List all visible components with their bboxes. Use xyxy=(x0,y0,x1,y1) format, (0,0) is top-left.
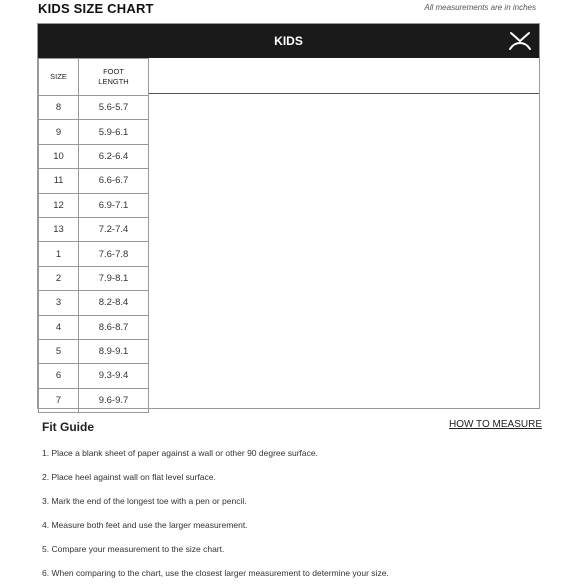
foot-length-cell: 5.9-6.1 xyxy=(79,120,149,144)
foot-length-cell: 6.6-6.7 xyxy=(79,169,149,193)
foot-length-cell: 5.6-5.7 xyxy=(79,96,149,120)
foot-length-cell: 6.2-6.4 xyxy=(79,144,149,168)
table-header-row xyxy=(39,59,149,96)
size-cell: 4 xyxy=(39,315,79,339)
size-rows xyxy=(39,96,149,413)
table-row xyxy=(39,193,149,217)
chart-title: KIDS xyxy=(274,34,303,48)
foot-length-cell: 7.6-7.8 xyxy=(79,242,149,266)
table-row xyxy=(39,96,149,120)
page-title: KIDS SIZE CHART xyxy=(38,1,154,16)
table-row xyxy=(39,266,149,290)
size-table xyxy=(38,58,149,413)
table-row xyxy=(39,169,149,193)
table-row xyxy=(39,364,149,388)
table-row xyxy=(39,120,149,144)
fit-guide-step: 1. Place a blank sheet of paper against a wall or other 90 degree surface. xyxy=(42,448,318,458)
column-header-foot-length: FOOT LENGTH xyxy=(79,59,149,96)
size-cell: 5 xyxy=(39,339,79,363)
table-row xyxy=(39,388,149,412)
brand-x-icon xyxy=(508,31,532,51)
fit-guide-step: 6. When comparing to the chart, use the closest larger measurement to determine your size. xyxy=(42,568,389,578)
fit-guide-step: 2. Place heel against wall on flat level surface. xyxy=(42,472,216,482)
fit-guide-step: 3. Mark the end of the longest toe with a pen or pencil. xyxy=(42,496,247,506)
table-row xyxy=(39,144,149,168)
how-to-measure-link[interactable]: HOW TO MEASURE xyxy=(449,419,542,430)
measurement-note: All measurements are in inches xyxy=(424,3,536,12)
chart-header xyxy=(38,24,539,58)
fit-guide-step: 5. Compare your measurement to the size chart. xyxy=(42,544,225,554)
foot-length-cell: 7.9-8.1 xyxy=(79,266,149,290)
table-row xyxy=(39,217,149,241)
header-divider xyxy=(149,93,539,94)
fit-guide-steps xyxy=(42,441,389,585)
size-chart xyxy=(37,23,540,409)
size-cell: 3 xyxy=(39,291,79,315)
fit-guide-title: Fit Guide xyxy=(42,420,94,434)
size-cell: 2 xyxy=(39,266,79,290)
size-cell: 6 xyxy=(39,364,79,388)
foot-length-cell: 6.9-7.1 xyxy=(79,193,149,217)
size-cell: 11 xyxy=(39,169,79,193)
foot-length-cell: 9.6-9.7 xyxy=(79,388,149,412)
column-header-size: SIZE xyxy=(39,59,79,96)
foot-length-cell: 8.6-8.7 xyxy=(79,315,149,339)
table-row xyxy=(39,339,149,363)
foot-length-cell: 9.3-9.4 xyxy=(79,364,149,388)
size-cell: 1 xyxy=(39,242,79,266)
chart-empty-area xyxy=(149,58,539,408)
size-cell: 8 xyxy=(39,96,79,120)
size-cell: 13 xyxy=(39,217,79,241)
size-cell: 9 xyxy=(39,120,79,144)
foot-length-cell: 8.2-8.4 xyxy=(79,291,149,315)
foot-length-cell: 8.9-9.1 xyxy=(79,339,149,363)
fit-guide-step: 4. Measure both feet and use the larger measurement. xyxy=(42,520,248,530)
table-row xyxy=(39,315,149,339)
size-cell: 7 xyxy=(39,388,79,412)
table-row xyxy=(39,291,149,315)
table-row xyxy=(39,242,149,266)
foot-length-cell: 7.2-7.4 xyxy=(79,217,149,241)
size-cell: 10 xyxy=(39,144,79,168)
size-cell: 12 xyxy=(39,193,79,217)
